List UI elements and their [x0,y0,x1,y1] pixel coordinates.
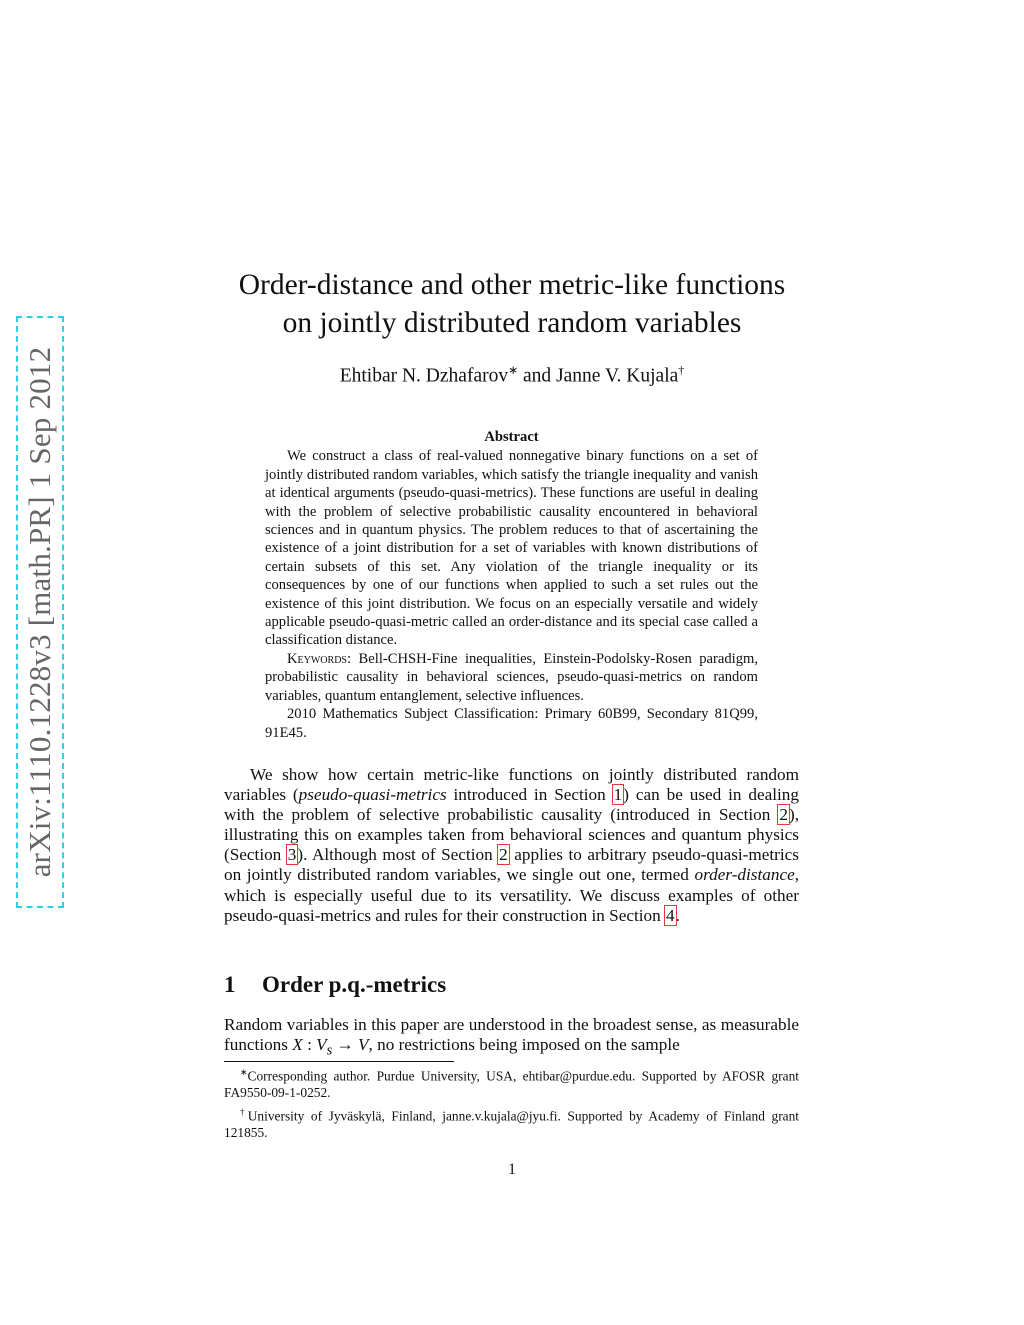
keywords-label: Keywords: [287,650,352,667]
intro-text: introduced in Section [446,785,613,805]
section-ref-link[interactable]: 4 [666,905,675,925]
footnote-text: University of Jyväskylä, Finland, janne.v.kujala@jyu.fi. Supported by Academy of Finland grant 121855. [224,1108,800,1141]
footnote-mark: ∗ [240,1067,248,1077]
intro-text: ), illustrating this on examples taken from behavioral sciences and quantum physics (Section [224,805,799,865]
footnote-mark-dagger[interactable]: † [678,363,685,377]
section-text: : [302,1035,317,1055]
intro-text: We show how certain metric-like functions on jointly distributed random variables ( [224,765,799,805]
footnote-text: Corresponding author. Purdue University, USA, ehtibar@purdue.edu. Supported by AFOSR grant FA9550-09-1-0252. [224,1068,799,1100]
msc-classification: 2010 Mathematics Subject Classification: Primary 60B99, Secondary 81Q99, 91E45. [265,706,758,741]
intro-emphasis: order-distance [694,865,795,885]
section-heading [224,972,446,998]
section-1-paragraph [224,1015,799,1061]
abstract-heading: Abstract [484,429,539,445]
footnotes [224,1064,799,1145]
footnote-rule [224,1061,454,1062]
abstract-text: We construct a class of real-valued nonnegative binary functions on a set of jointly distributed random variables, which satisfy the triangle inequality and vanish at identical arguments (pseudo-quasi-metrics). These functions are useful in dealing with the problem of selective probabilistic causality encountered in behavioral sciences and in quantum physics. The problem reduces to that of ascertaining the existence of a joint distribution for a set of variables with known distributions of certain subsets of this set. Any violation of the triangle inequality or its consequences by one of our functions when applied to such a set rules out the existence of this joint distribution. We focus on an especially versatile and widely applicable pseudo-quasi-metric called an order-distance and its special case called a classification distance. [265,448,758,649]
author-kujala: Janne V. Kujala [556,365,679,387]
title-line-2: on jointly distributed random variables [282,307,742,339]
footnote-2 [224,1104,799,1141]
paper-title [200,266,824,342]
author-conjunction: and [523,365,552,387]
title-line-1: Order-distance and other metric-like functions [238,269,786,301]
arxiv-identifier-stamp[interactable] [16,316,64,908]
intro-text: , which is especially useful due to its versatility. We discuss examples of other pseudo-quasi-metrics and rules for their construction in Section [224,865,799,925]
intro-emphasis: pseudo-quasi-metrics [298,785,447,805]
math-symbol: X [292,1035,303,1055]
section-text: Random variables in this paper are understood in the broadest sense, as measurable functions [224,1015,799,1055]
keywords-paragraph [265,650,758,705]
abstract-block [265,428,758,742]
intro-text: applies to arbitrary pseudo-quasi-metrics on jointly distributed random variables, we single out one, termed [224,845,799,885]
keywords-text: Bell-CHSH-Fine inequalities, Einstein-Podolsky-Rosen paradigm, probabilistic causality in behavioral sciences, pseudo-quasi-metrics on random variables, quantum entanglement, selective influences. [265,650,758,704]
math-subscript: s [326,1042,333,1059]
math-symbol: V [358,1035,369,1055]
author-dzhafarov: Ehtibar N. Dzhafarov [339,365,509,387]
arxiv-id-text: arXiv:1110.1228v3 [math.PR] 1 Sep 2012 [22,346,57,878]
footnote-mark: † [240,1107,248,1118]
section-ref-link[interactable]: 2 [499,845,508,865]
section-ref-link[interactable]: 1 [613,785,623,805]
intro-paragraph [224,765,799,926]
intro-text: . [675,905,680,925]
author-list [200,363,824,388]
intro-text: ). Although most of Section [297,845,499,865]
section-text: , no restrictions being imposed on the sample [368,1035,680,1055]
section-ref-link[interactable]: 2 [779,805,788,825]
math-symbol: V [316,1035,327,1055]
section-title: Order p.q.-metrics [262,972,447,997]
intro-text: ) can be used in dealing with the problem of selective probabilistic causality (introduced in Section [224,785,799,825]
footnote-mark-star[interactable]: ∗ [508,363,519,377]
page-number: 1 [508,1161,516,1178]
footnote-1 [224,1064,799,1101]
math-arrow: → [332,1035,358,1055]
section-number: 1 [224,972,236,997]
section-ref-link[interactable]: 3 [287,845,297,865]
